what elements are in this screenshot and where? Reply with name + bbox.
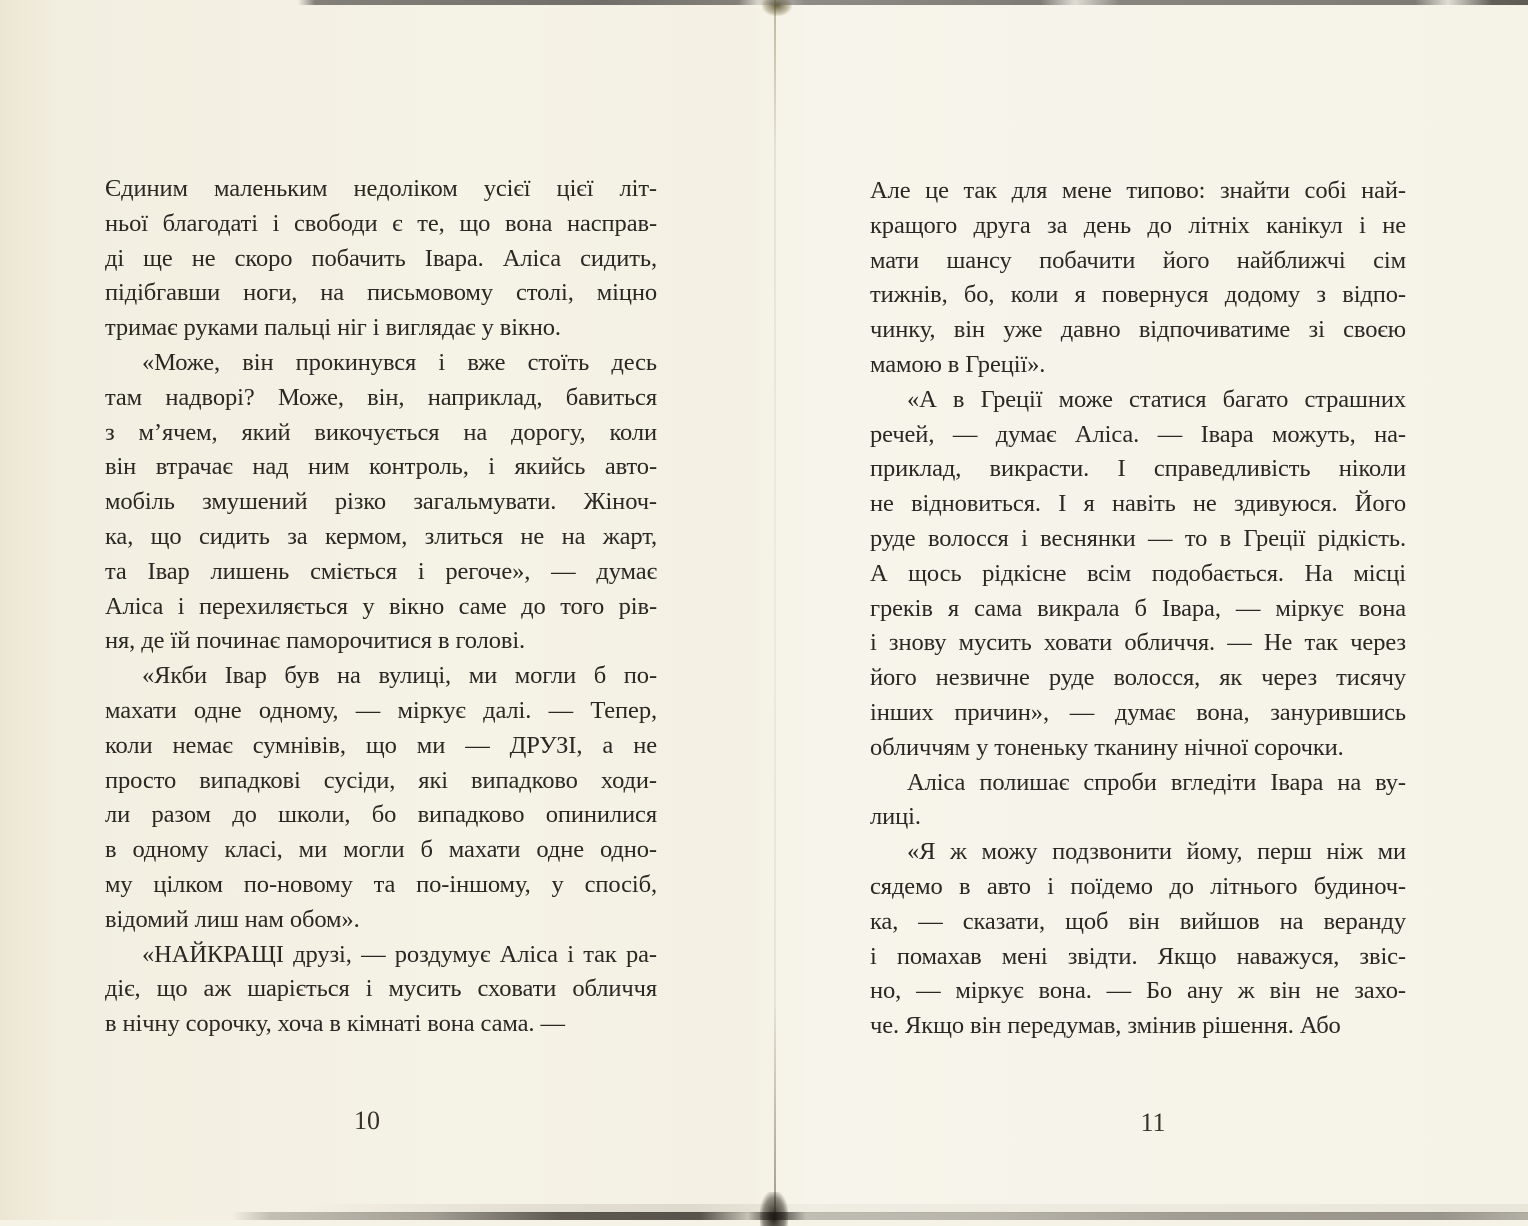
text-line: че. Якщо він передумав, змінив рішення. Або [870,1012,1341,1040]
text-line: ка, що сидить за кермом, злиться не на жарт, [105,522,657,550]
text-line: інших причин», — думає вона, занурившись [870,698,1406,726]
text-line: му цілком по-новому та по-іншому, у спосіб, [105,870,657,898]
text-line: А щось рідкісне всім подобається. На місці [870,559,1406,587]
text-line: ка, — сказати, щоб він вийшов на веранду [870,907,1406,935]
text-line: ня, де їй починає паморочитися в голові. [105,627,526,655]
text-line: чинку, він уже давно відпочиватиме зі своєю [870,316,1406,344]
text-line: «А в Греції може статися багато страшних [907,385,1406,413]
text-line: махати одне одному, — міркує далі. — Тепер, [105,696,657,724]
text-line: обличчям у тоненьку тканину нічної сорочки. [870,733,1344,761]
text-line: тримає руками пальці ніг і виглядає у вікно. [105,314,561,342]
text-line: і помахав мені звідти. Якщо наважуся, звіс- [870,942,1406,970]
text-line: Аліса і перехиляється у вікно саме до того рів- [105,592,657,620]
text-line: лиці. [870,803,921,831]
text-line: з м’ячем, який викочується на дорогу, коли [105,418,657,446]
text-line: Єдиним маленьким недоліком усієї цієї літ- [105,175,657,202]
text-line: просто випадкові сусіди, які випадково ходи- [105,766,657,794]
text-line: греків я сама викрала б Івара, — міркує вона [870,594,1406,622]
scan-edge-bottom [0,1212,1528,1220]
page-number-right: 11 [1140,1108,1166,1137]
text-line: руде волосся і веснянки — то в Греції рідкість. [870,524,1406,552]
text-line: мати шансу побачити його найближчі сім [870,246,1406,274]
text-line: приклад, викрасти. І справедливість ніколи [870,455,1406,483]
scan-edge-top [0,0,1528,5]
text-line: Аліса полишає спроби вгледіти Івара на ву- [907,768,1406,796]
text-line: і знову мусить ховати обличчя. — Не так через [870,629,1406,657]
text-line: Але це так для мене типово: знайти собі най- [870,177,1406,204]
text-line: мамою в Греції». [870,350,1046,378]
text-line: та Івар лишень сміється і регоче», — думає [105,557,657,585]
text-line: сядемо в авто і поїдемо до літнього будиноч- [870,872,1406,900]
text-line: тижнів, бо, коли я повернуся додому з відпо- [870,281,1406,309]
text-line: но, — міркує вона. — Бо ану ж він не захо- [870,977,1406,1005]
text-line: ді ще не скоро побачить Івара. Аліса сидить, [105,244,657,272]
text-line: діє, що аж шаріється і мусить сховати обличчя [105,975,657,1003]
text-line: в нічну сорочку, хоча в кімнаті вона сама. — [105,1010,565,1038]
text-line: мобіль змушений різко загальмувати. Жіноч- [105,488,657,516]
text-line: «Я ж можу подзвонити йому, перш ніж ми [907,838,1406,866]
text-line: «НАЙКРАЩІ друзі, — роздумує Аліса і так ра- [142,940,657,968]
text-line: його незвичне руде волосся, як через тисячу [870,664,1406,692]
text-line: відомий лиш нам обом». [105,905,360,933]
text-line: там надворі? Може, він, наприклад, бавиться [105,383,657,411]
text-line: в одному класі, ми могли б махати одне одно- [105,836,657,864]
text-line: речей, — думає Аліса. — Івара можуть, на- [870,420,1406,448]
text-line: коли немає сумнівів, що ми — ДРУЗІ, а не [105,731,657,759]
page-right-text-block [870,174,1406,1044]
text-line: не відновиться. І я навіть не здивуюся. Його [870,490,1406,518]
text-line: «Може, він прокинувся і вже стоїть десь [142,348,657,376]
text-line: ньої благодаті і свободи є те, що вона насправ- [105,209,657,237]
text-line: ли разом до школи, бо випадково опинилися [105,801,657,829]
text-line: кращого друга за день до літніх канікул і не [870,211,1406,239]
text-line: підібгавши ноги, на письмовому столі, міцно [105,279,657,307]
gutter-crease [774,0,776,1220]
text-line: він втрачає над ним контроль, і якийсь авто- [105,453,657,481]
text-line: «Якби Івар був на вулиці, ми могли б по- [142,662,657,690]
page-number-left: 10 [354,1106,380,1135]
